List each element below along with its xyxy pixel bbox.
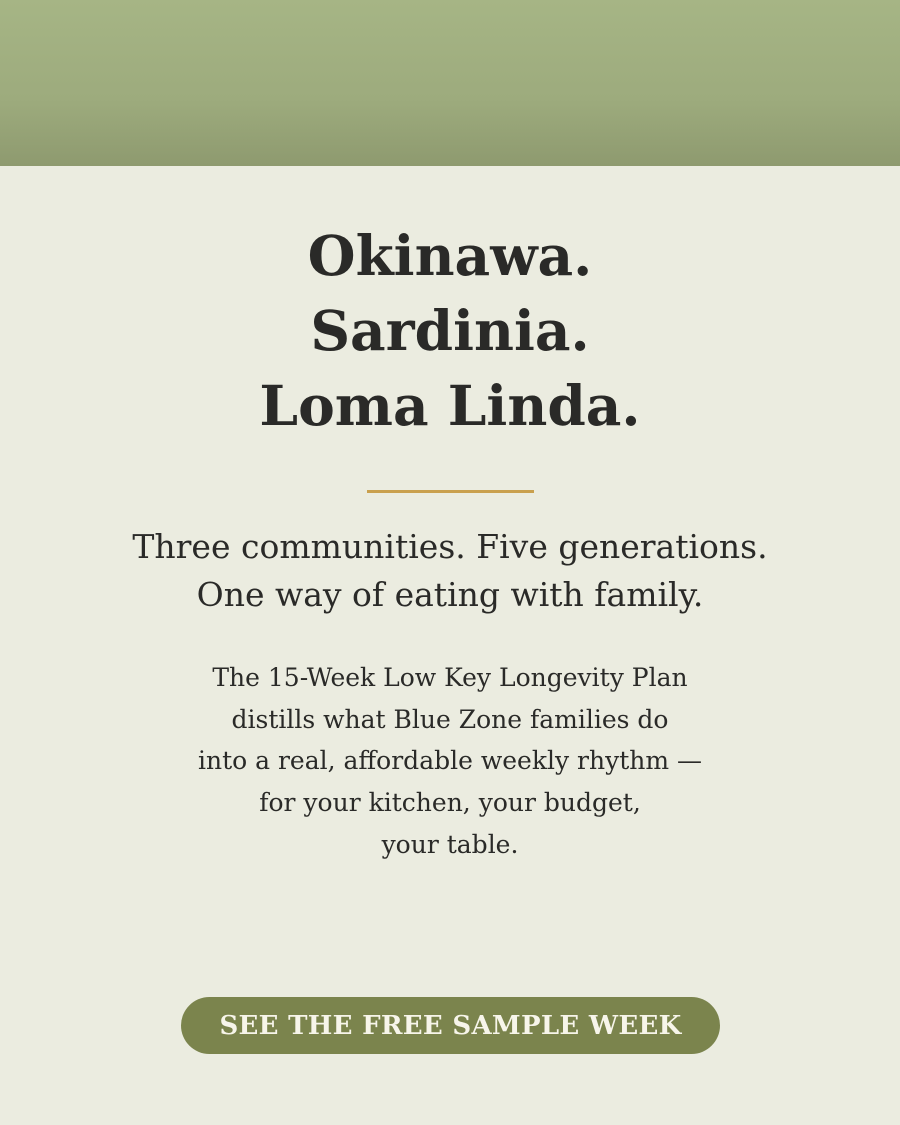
body-line: for your kitchen, your budget,	[259, 788, 641, 818]
subhead-line: One way of eating with family.	[196, 575, 704, 614]
headline-line: Okinawa.	[307, 223, 593, 288]
body-copy	[0, 657, 900, 866]
hero-image-band	[0, 0, 900, 166]
accent-divider	[367, 490, 534, 493]
body-line: your table.	[381, 829, 519, 859]
subhead-line: Three communities. Five generations.	[132, 527, 768, 566]
headline-line: Sardinia.	[310, 298, 590, 363]
body-line: The 15-Week Low Key Longevity Plan	[212, 663, 688, 692]
subheadline	[0, 523, 900, 619]
body-line: distills what Blue Zone families do	[231, 704, 669, 734]
sample-week-cta-button[interactable]	[181, 997, 720, 1054]
page-headline	[0, 218, 900, 443]
cta-label: SEE THE FREE SAMPLE WEEK	[219, 1010, 682, 1041]
body-line: into a real, affordable weekly rhythm —	[197, 746, 703, 776]
headline-line: Loma Linda.	[259, 373, 641, 438]
